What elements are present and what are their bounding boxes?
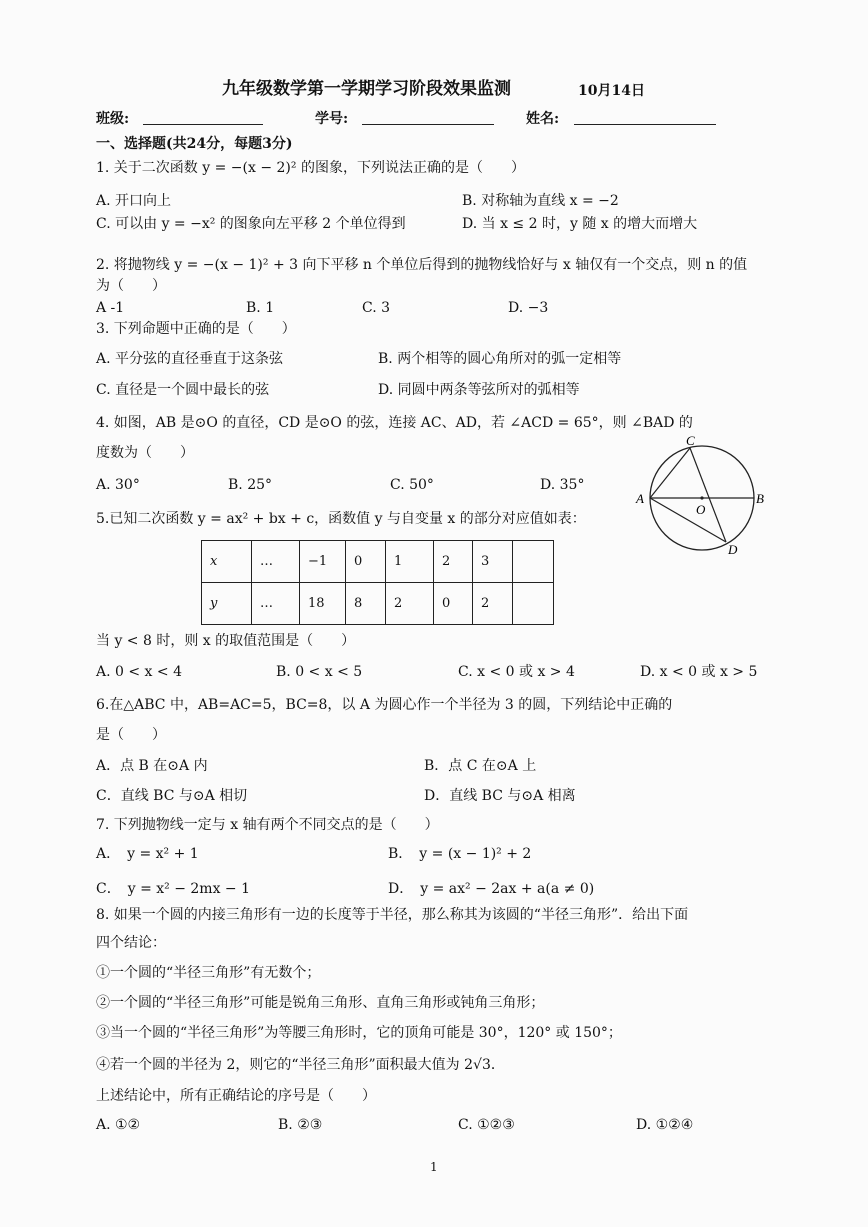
table-row [202,583,554,625]
label-a: A [636,491,644,506]
q7-option-d: D． y = ax² − 2ax + a(a ≠ 0) [388,881,595,897]
q8-question: 上述结论中，所有正确结论的序号是（ ） [96,1088,376,1104]
table-cell: 8 [346,583,386,625]
q1-option-c: C. 可以由 y = −x² 的图象向左平移 2 个单位得到 [96,216,406,232]
q8-statement-4: ④若一个圆的半径为 2，则它的“半径三角形”面积最大值为 2√3． [96,1057,505,1073]
table-cell: 1 [386,541,434,583]
table-cell: 0 [346,541,386,583]
q6-stem-cont: 是（ ） [96,727,166,743]
q8-stem: 8. 如果一个圆的内接三角形有一边的长度等于半径，那么称其为该圆的“半径三角形”．给出下面 [96,907,689,923]
q4-stem-cont: 度数为（ ） [96,445,194,461]
q2-stem-cont: 为（ ） [96,278,166,294]
q5-value-table [201,540,554,625]
section-heading: 一、选择题(共24分，每题3分) [96,136,293,152]
table-cell: y [202,583,252,625]
q8-stem-cont: 四个结论： [96,935,166,951]
q7-stem: 7. 下列抛物线一定与 x 轴有两个不同交点的是（ ） [96,817,439,833]
q3-option-a: A. 平分弦的直径垂直于这条弦 [96,351,284,367]
q8-statement-3: ③当一个圆的“半径三角形”为等腰三角形时，它的顶角可能是 30°，120° 或 150°； [96,1025,622,1041]
table-cell: 0 [434,583,473,625]
table-cell [513,541,554,583]
q8-option-c: C. ①②③ [458,1117,515,1133]
table-cell: 3 [473,541,513,583]
q3-option-d: D. 同圆中两条等弦所对的弧相等 [378,382,580,398]
table-cell: 2 [434,541,473,583]
q5-stem: 5.已知二次函数 y = ax² + bx + c，函数值 y 与自变量 x 的部分对应值如表： [96,511,586,527]
center-point [700,496,703,499]
name-label: 姓名: [526,111,560,127]
q4-option-b: B. 25° [228,477,273,493]
table-cell: 18 [300,583,346,625]
exam-date: 10月14日 [578,83,645,99]
q2-option-c: C. 3 [362,300,391,316]
q7-option-a: A． y = x² + 1 [96,846,199,862]
q6-option-a: A．点 B 在⊙A 内 [96,758,208,774]
q7-option-b: B． y = (x − 1)² + 2 [388,846,532,862]
q8-statement-1: ①一个圆的“半径三角形”有无数个； [96,965,321,981]
q1-stem: 1. 关于二次函数 y = −(x − 2)² 的图象，下列说法正确的是（ ） [96,160,525,176]
q5-option-a: A. 0 < x < 4 [96,664,182,680]
q2-stem: 2. 将抛物线 y = −(x − 1)² + 3 向下平移 n 个单位后得到的抛物线恰好与 x 轴仅有一个交点，则 n 的值 [96,257,748,273]
q4-option-c: C. 50° [390,477,434,493]
class-label: 班级: [96,111,130,127]
table-row [202,541,554,583]
q1-option-a: A. 开口向上 [96,193,172,209]
q6-option-c: C．直线 BC 与⊙A 相切 [96,788,248,804]
q5-option-d: D. x < 0 或 x > 5 [640,664,758,680]
q3-option-b: B. 两个相等的圆心角所对的弧一定相等 [378,351,622,367]
q1-option-b: B. 对称轴为直线 x = −2 [462,193,619,209]
q4-circle-figure [630,432,770,562]
q4-stem: 4. 如图，AB 是⊙O 的直径，CD 是⊙O 的弦，连接 AC、AD，若 ∠ACD = 65°，则 ∠BAD 的 [96,415,693,431]
q5-option-c: C. x < 0 或 x > 4 [458,664,575,680]
page-title: 九年级数学第一学期学习阶段效果监测 [222,79,511,99]
q1-option-d: D. 当 x ≤ 2 时，y 随 x 的增大而增大 [462,216,698,232]
label-b: B [756,491,764,506]
class-blank[interactable] [143,110,263,125]
table-cell [513,583,554,625]
q5-option-b: B. 0 < x < 5 [276,664,363,680]
q5-question: 当 y < 8 时，则 x 的取值范围是（ ） [96,633,356,649]
q4-option-a: A. 30° [96,477,140,493]
page-number: 1 [430,1160,438,1174]
label-o: O [696,502,706,517]
name-blank[interactable] [574,110,716,125]
table-cell: −1 [300,541,346,583]
q2-option-b: B. 1 [246,300,275,316]
label-c: C [686,433,695,448]
q2-option-d: D. −3 [508,300,549,316]
student-id-label: 学号: [315,111,349,127]
q4-option-d: D. 35° [540,477,585,493]
q6-stem: 6.在△ABC 中，AB=AC=5，BC=8，以 A 为圆心作一个半径为 3 的圆，下列结论中正确的 [96,697,673,713]
segment-ad [650,498,726,542]
q7-option-c: C． y = x² − 2mx − 1 [96,881,251,897]
table-cell: 2 [473,583,513,625]
q8-statement-2: ②一个圆的“半径三角形”可能是锐角三角形、直角三角形或钝角三角形； [96,995,545,1011]
q8-option-a: A. ①② [96,1117,141,1133]
label-d: D [728,542,738,557]
table-cell: x [202,541,252,583]
q6-option-d: D．直线 BC 与⊙A 相离 [424,788,576,804]
table-cell: … [252,583,300,625]
q8-option-d: D. ①②④ [636,1117,694,1133]
q2-option-a: A -1 [96,300,125,316]
chord-cd [690,448,726,542]
table-cell: … [252,541,300,583]
student-id-blank[interactable] [362,110,494,125]
q3-option-c: C. 直径是一个圆中最长的弦 [96,382,270,398]
q8-option-b: B. ②③ [278,1117,323,1133]
table-cell: 2 [386,583,434,625]
q3-stem: 3. 下列命题中正确的是（ ） [96,321,296,337]
q6-option-b: B．点 C 在⊙A 上 [424,758,537,774]
